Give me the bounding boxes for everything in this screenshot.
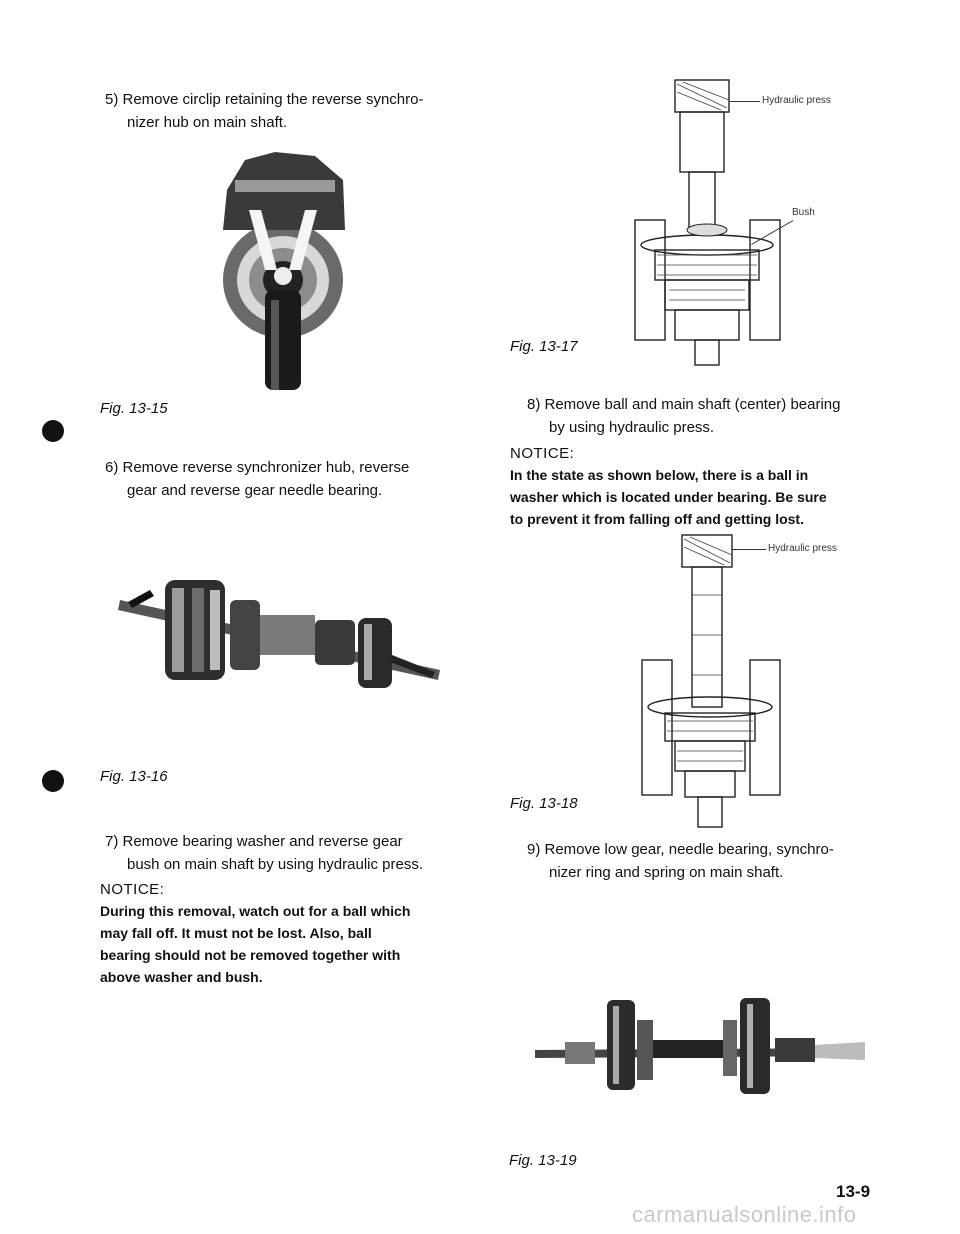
step-8-text bbox=[527, 393, 907, 439]
binder-hole-bottom bbox=[42, 770, 64, 792]
step-7-line-1: 7) Remove bearing washer and reverse gear bbox=[105, 833, 403, 850]
binder-hole-top bbox=[42, 420, 64, 442]
notice-7-line-1: During this removal, watch out for a ball which bbox=[100, 903, 411, 919]
notice-7-heading: NOTICE: bbox=[100, 881, 165, 898]
figure-13-18-drawing bbox=[630, 535, 800, 835]
notice-8 bbox=[510, 444, 890, 530]
step-6-line-1: 6) Remove reverse synchronizer hub, reverse bbox=[105, 459, 410, 476]
step-8-line-2: by using hydraulic press. bbox=[549, 419, 715, 436]
figure-13-16-photo bbox=[110, 560, 450, 710]
notice-7-line-4: above washer and bush. bbox=[100, 969, 263, 985]
figure-13-15-caption: Fig. 13-15 bbox=[100, 400, 168, 417]
page-number: 13-9 bbox=[836, 1182, 871, 1201]
notice-7-line-3: bearing should not be removed together with bbox=[100, 947, 401, 963]
figure-13-18-callout-press: Hydraulic press bbox=[768, 543, 837, 554]
step-7-text bbox=[105, 830, 485, 876]
figure-13-17-drawing bbox=[625, 80, 795, 370]
figure-13-19-caption: Fig. 13-19 bbox=[509, 1152, 577, 1169]
step-9-text bbox=[527, 838, 907, 884]
step-8-line-1: 8) Remove ball and main shaft (center) bearing bbox=[527, 396, 841, 413]
figure-13-19-photo bbox=[535, 990, 865, 1100]
step-5-line-2: nizer hub on main shaft. bbox=[127, 114, 288, 131]
step-9-line-2: nizer ring and spring on main shaft. bbox=[549, 864, 784, 881]
step-9-line-1: 9) Remove low gear, needle bearing, synchro- bbox=[527, 841, 834, 858]
step-6-line-2: gear and reverse gear needle bearing. bbox=[127, 482, 383, 499]
figure-13-17-callout-bush: Bush bbox=[792, 207, 815, 218]
step-7-line-2: bush on main shaft by using hydraulic press. bbox=[127, 856, 423, 873]
notice-8-line-2: washer which is located under bearing. Be sure bbox=[510, 489, 827, 505]
notice-8-line-1: In the state as shown below, there is a ball in bbox=[510, 467, 809, 483]
step-5-line-1: 5) Remove circlip retaining the reverse synchro- bbox=[105, 91, 424, 108]
figure-13-17-caption: Fig. 13-17 bbox=[510, 338, 578, 355]
notice-8-heading: NOTICE: bbox=[510, 445, 575, 462]
watermark-text: carmanualsonline.info bbox=[632, 1202, 857, 1227]
figure-13-16-caption: Fig. 13-16 bbox=[100, 768, 168, 785]
notice-7-line-2: may fall off. It must not be lost. Also, ball bbox=[100, 925, 372, 941]
figure-13-17-callout-press: Hydraulic press bbox=[762, 95, 831, 106]
notice-7 bbox=[100, 880, 480, 988]
figure-13-17-leader-press bbox=[730, 101, 760, 102]
figure-13-15-photo bbox=[205, 150, 365, 390]
figure-13-18-leader-press bbox=[732, 549, 766, 550]
notice-8-line-3: to prevent it from falling off and getting lost. bbox=[510, 511, 804, 527]
figure-13-18-caption: Fig. 13-18 bbox=[510, 795, 578, 812]
step-5-text bbox=[105, 88, 485, 134]
step-6-text bbox=[105, 456, 485, 502]
